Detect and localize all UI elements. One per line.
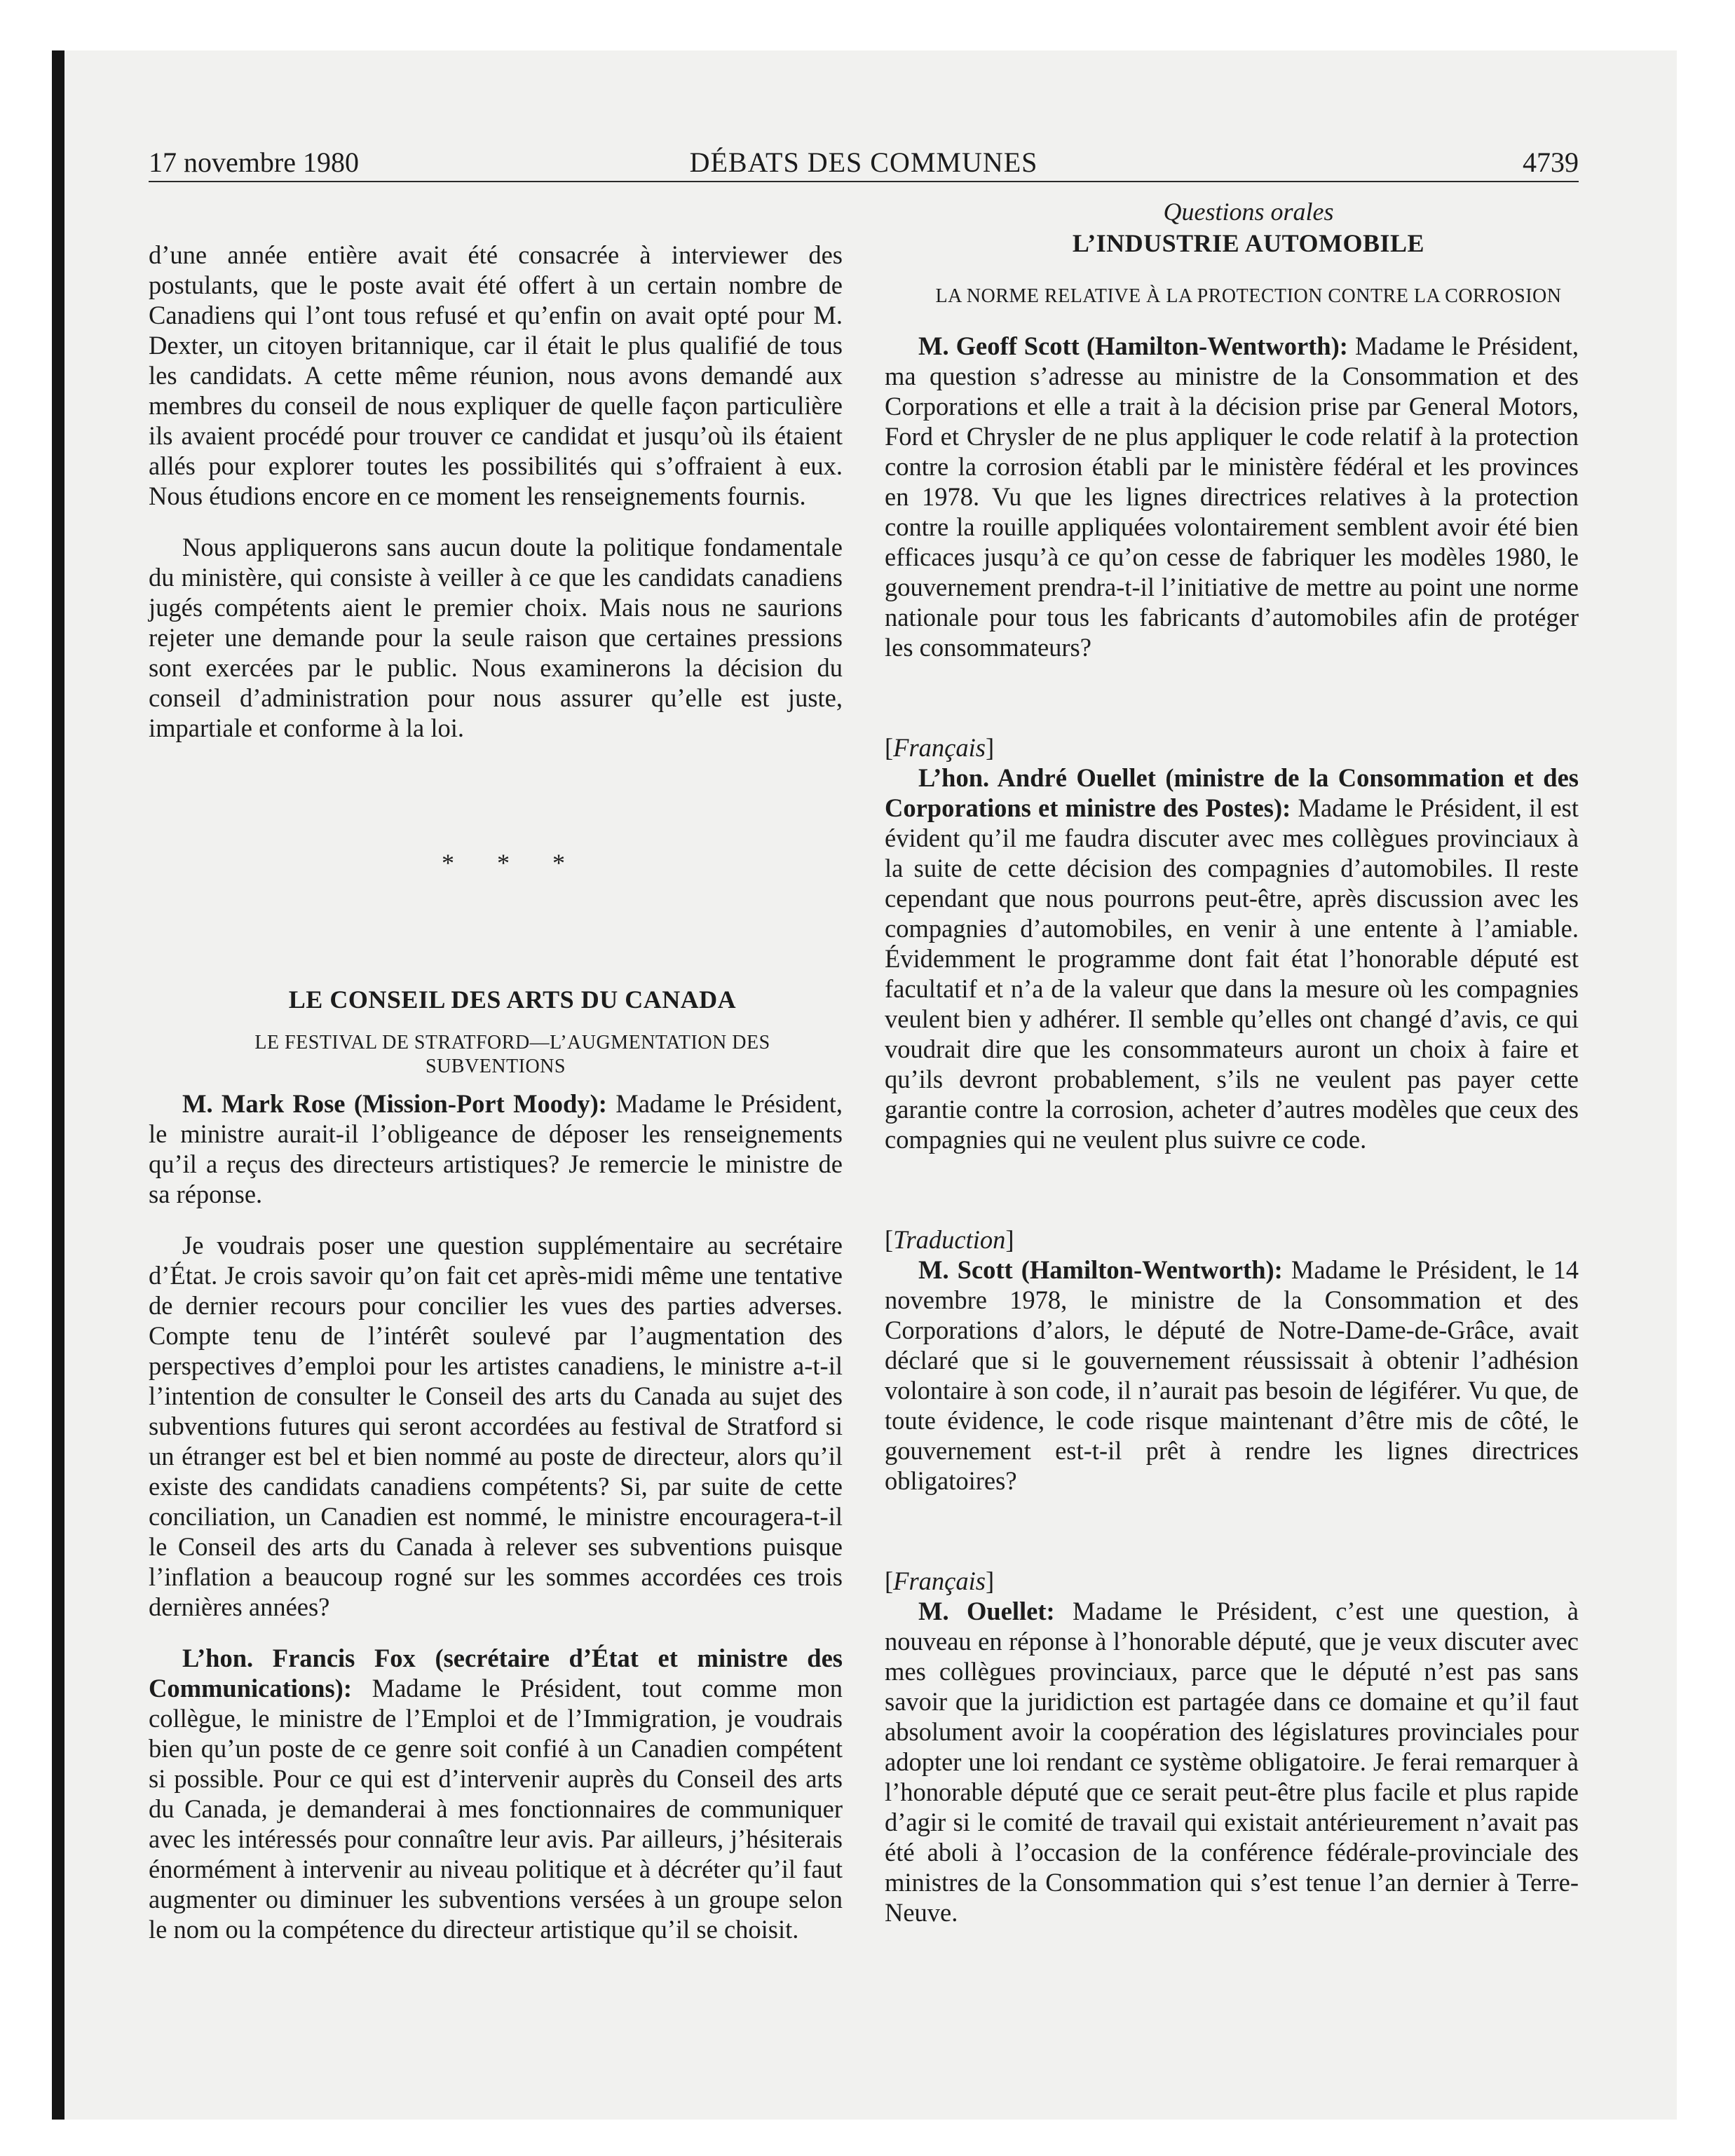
speech-text: Madame le Président, ma question s’adresse au ministre de la Consommation et des Corporations et elle a trait à la décision prise par General Motors, Ford et Chrysler de ne plus appliquer le code relatif à la protection contre la corrosion établi par le ministère fédéral et les provinces en 1978. Vu que les lignes directrices relatives à la protection contre la rouille appliquées volontairement semblent avoir été bien efficaces jusqu’à ce qu’on cesse de fabriquer les modèles 1980, le gouvernement prendra-t-il l’initiative de mettre au point une norme nationale pour tous les fabricants d’automobiles afin de protéger les consommateurs? xyxy=(885,332,1579,662)
language-note: [Traduction] xyxy=(885,1225,1014,1254)
language-label: Français xyxy=(893,1567,986,1595)
language-label: Français xyxy=(893,733,986,762)
paragraph xyxy=(149,1643,843,1944)
header-title: DÉBATS DES COMMUNES xyxy=(689,146,1038,178)
speech-text: Madame le Président, le ministre aurait-il l’obligeance de déposer les renseignements qu’il a reçus des directeurs artistiques? Je remercie le ministre de sa réponse. xyxy=(149,1089,843,1208)
section-title: L’INDUSTRIE AUTOMOBILE xyxy=(1072,229,1425,257)
header-page-number: 4739 xyxy=(1523,146,1579,178)
paragraph xyxy=(885,331,1579,662)
left-column xyxy=(149,196,843,1944)
language-note: [Français] xyxy=(885,733,995,762)
binding-edge xyxy=(52,50,64,2120)
paragraph: Je voudrais poser une question supplémentaire au secrétaire d’État. Je crois savoir qu’on fait cet après-midi même une tentative de dernier recours pour concilier les vues des parties adverses. Compte tenu de l’intérêt soulevé par l’augmentation des perspectives d’emploi pour les artistes canadiens, le ministre a-t-il l’intention de consulter le Conseil des arts du Canada au sujet des subventions futures qui seront accordées au festival de Stratford si un étranger est bel et bien nommé au poste de directeur, alors qu’il existe des candidats canadiens compétents? Si, par suite de cette conciliation, un Canadien est nommé, le ministre encouragera-t-il le Conseil des arts du Canada à relever ses subventions puisque l’inflation a beaucoup rogné sur les sommes accordées ces trois dernières années? xyxy=(149,1231,843,1621)
speech-text: Madame le Président, il est évident qu’il me faudra discuter avec mes collègues provinciaux à la suite de cette décision des compagnies d’automobiles. Il reste cependant que nous pourrons peut-être, après discussion avec les compagnies d’automobiles, en venir à une entente à l’amiable. Évidemment le programme dont fait état l’honorable député est facultatif et n’a de la valeur que dans la mesure où les compagnies veulent bien y adhérer. Il semble qu’elles ont changé d’avis, ce qui voudrait dire que les consommateurs auront un choix à faire et qu’ils devront probablement, s’ils ne veulent pas payer cette garantie contre la corrosion, acheter d’autres modèles que ceux des compagnies qui ne veulent plus suivre ce code. xyxy=(885,793,1579,1154)
section-separator: * * * xyxy=(442,849,583,877)
speech-text: Madame le Président, le 14 novembre 1978, le ministre de la Consommation et des Corporations d’alors, le député de Notre-Dame-de-Grâce, avait déclaré que si le gouvernement réussissait à obtenir l’adhésion volontaire à son code, il n’aurait pas besoin de légiférer. Vu que, de toute évidence, le code risque maintenant d’être mis de côté, le gouvernement est-t-il prêt à rendre les lignes directrices obligatoires? xyxy=(885,1255,1579,1495)
paragraph xyxy=(885,1596,1579,1928)
speaker-name: L’hon. Francis Fox (secrétaire d’État et ministre des Communications): xyxy=(149,1644,843,1703)
paragraph xyxy=(885,1255,1579,1496)
paragraph: d’une année entière avait été consacrée à interviewer des postulants, que le poste avait été offert à un certain nombre de Canadiens qui l’ont tous refusé et qu’enfin on avait opté pour M. Dexter, un citoyen britannique, car il était le plus qualifié de tous les candidats. A cette même réunion, nous avons demandé aux membres du conseil de nous expliquer de quelle façon particulière ils avaient procédé pour trouver ce candidat et jusqu’où ils étaient allés pour explorer toutes les possibilités qui s’offraient à eux. Nous étudions encore en ce moment les renseignements fournis. xyxy=(149,240,843,510)
section-caption: Questions orales xyxy=(1163,198,1334,226)
speaker-name: L’hon. André Ouellet (ministre de la Consommation et des Corporations et ministre des Postes): xyxy=(885,763,1579,822)
speaker-name: M. Scott (Hamilton-Wentworth): xyxy=(918,1255,1283,1284)
language-label: Traduction xyxy=(893,1225,1006,1254)
paragraph: Nous appliquerons sans aucun doute la politique fondamentale du ministère, qui consiste à veiller à ce que les candidats canadiens jugés compétents aient le premier choix. Mais nous ne saurions rejeter une demande pour la seule raison que certaines pressions sont exercées par le public. Nous examinerons la décision du conseil d’administration pour nous assurer qu’elle est juste, impartiale et conforme à la loi. xyxy=(149,533,843,742)
right-column xyxy=(885,196,1579,1928)
speech-text: Madame le Président, tout comme mon collègue, le ministre de l’Emploi et de l’Immigration, je voudrais bien qu’un poste de ce genre soit confié à un Canadien compétent si possible. Pour ce qui est d’intervenir auprès du Conseil des arts du Canada, je demanderai à mes fonctionnaires de communiquer avec les intéressés pour connaître leur avis. Par ailleurs, j’hésiterais énormément à intervenir au niveau politique et à décréter qu’il faut augmenter ou diminuer les subventions versées à un groupe selon le nom ou la compétence du directeur artistique qu’il se choisit. xyxy=(149,1674,843,1944)
paragraph xyxy=(885,763,1579,1154)
paragraph xyxy=(149,1089,843,1209)
speech-text: Madame le Président, c’est une question, à nouveau en réponse à l’honorable député, que je veux discuter avec mes collègues provinciaux, parce que le député n’est pas sans savoir que la juridiction est partagée dans ce domaine et qu’il faut absolument avoir la coopération des législatures provinciales pour adopter une loi rendant ce système obligatoire. Je ferai remarquer à l’honorable député que ce serait peut-être plus facile et plus rapide d’agir si le comité de travail qui existait antérieurement n’avait pas été aboli à l’occasion de la conférence fédérale-provinciale des ministres de la Consommation qui s’est tenue l’an dernier à Terre-Neuve. xyxy=(885,1597,1579,1927)
speaker-name: M. Geoff Scott (Hamilton-Wentworth): xyxy=(918,332,1348,360)
subsection-title: LE FESTIVAL DE STRATFORD—L’AUGMENTATION DES SUBVENTIONS xyxy=(254,1032,770,1077)
section-title: LE CONSEIL DES ARTS DU CANADA xyxy=(288,985,737,1014)
language-note: [Français] xyxy=(885,1567,995,1595)
speaker-name: M. Mark Rose (Mission-Port Moody): xyxy=(182,1089,607,1118)
subsection-title: LA NORME RELATIVE À LA PROTECTION CONTRE LA CORROSION xyxy=(935,285,1562,307)
header-date: 17 novembre 1980 xyxy=(149,146,359,178)
page-header xyxy=(149,147,1579,182)
speaker-name: M. Ouellet: xyxy=(918,1597,1055,1625)
